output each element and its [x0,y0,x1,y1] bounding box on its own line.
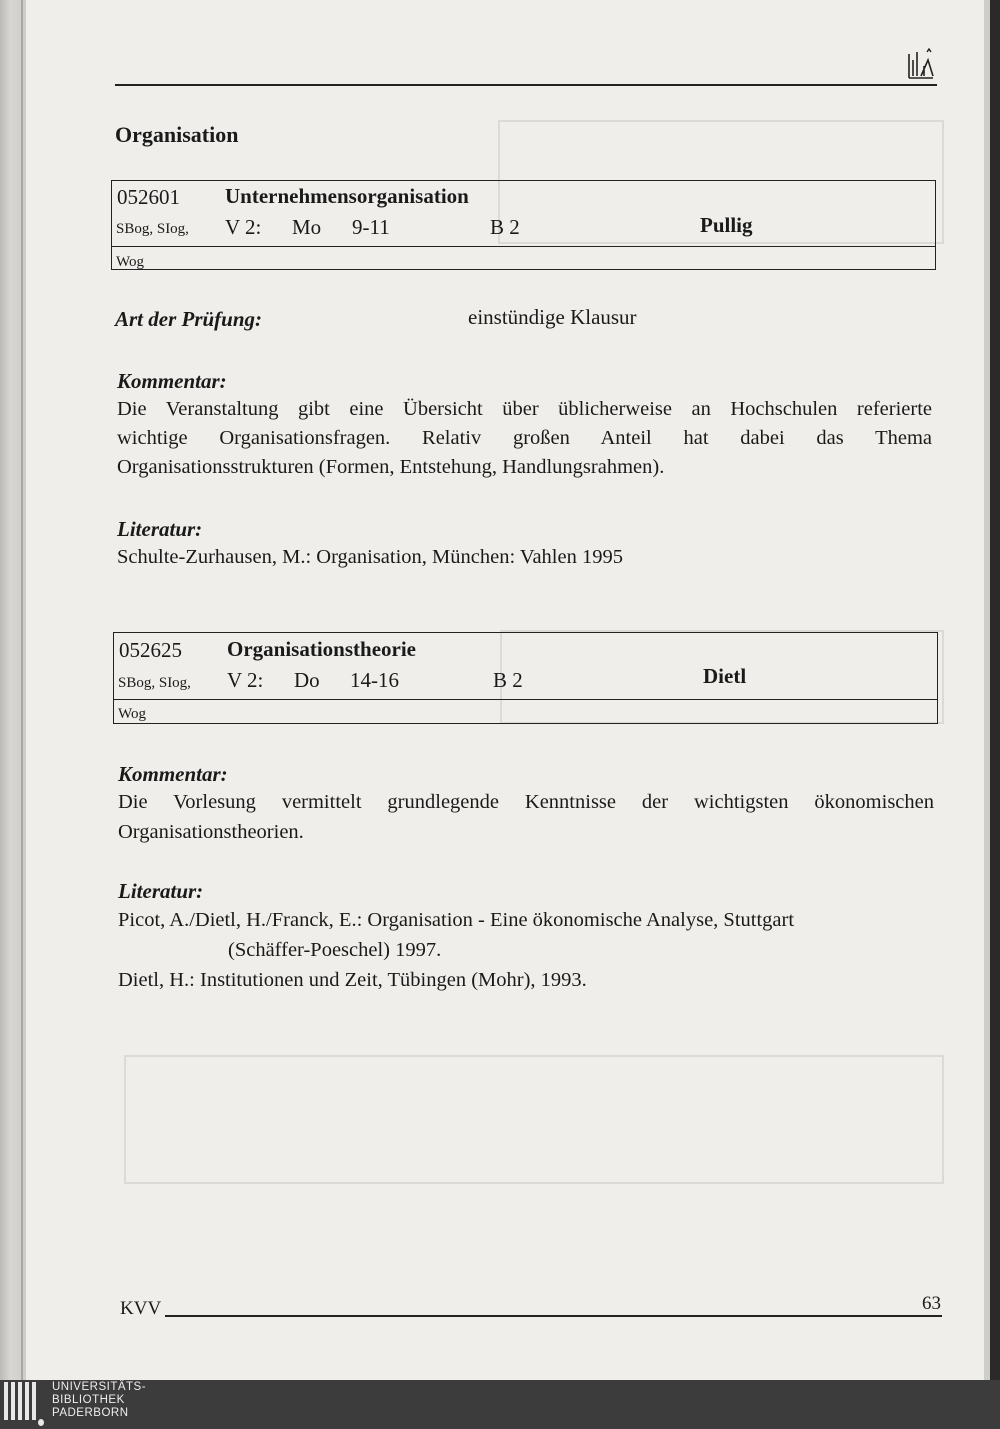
exam-label: Art der Prüfung: [115,307,263,331]
comment-line: Organisationstheorien. [118,821,304,843]
book-spine-edge [0,0,26,1380]
literature-label: Literatur: [117,517,203,541]
comment-line: Die Veranstaltung gibt eine Übersicht über üblicherweise an Hochschulen referierte [117,398,932,420]
comment-line: wichtige Organisationsfragen. Relativ großen Anteil hat dabei das Thema [117,427,932,449]
course-room: B 2 [493,668,523,692]
literature-entry: Dietl, H.: Institutionen und Zeit, Tübingen (Mohr), 1993. [118,969,587,991]
bleed-through-box [124,1055,944,1184]
logo-line: PADERBORN [52,1407,129,1419]
page-number: 63 [922,1293,941,1314]
course-programs-cont: Wog [118,706,146,722]
literature-entry: Picot, A./Dietl, H./Franck, E.: Organisation - Eine ökonomische Analyse, Stuttgart [118,909,795,931]
course-time: 14-16 [350,668,399,692]
box-divider [112,246,935,247]
course-type: V 2: [227,668,264,692]
course-programs: SBog, SIog, [118,675,191,691]
logo-line: UNIVERSITÄTS- [52,1381,147,1393]
course-title: Organisationstheorie [227,637,416,661]
course-number: 052625 [119,638,182,662]
course-time: 9-11 [352,215,390,239]
logo-line: BIBLIOTHEK [52,1394,125,1406]
library-logo-icon [4,1382,44,1426]
course-room: B 2 [490,215,520,239]
comment-line: Die Vorlesung vermittelt grundlegende Kenntnisse der wichtigsten ökonomischen [118,791,934,813]
comment-label: Kommentar: [118,762,228,786]
comment-line: Organisationsstrukturen (Formen, Entstehung, Handlungsrahmen). [117,456,665,478]
comment-label: Kommentar: [117,369,227,393]
literature-entry-cont: (Schäffer-Poeschel) 1997. [228,939,442,961]
footer-label: KVV [120,1298,162,1319]
document-corner-icon [906,48,936,80]
course-day: Do [294,668,320,692]
section-title: Organisation [115,122,239,147]
footer-rule [165,1315,942,1317]
course-lecturer: Dietl [703,664,747,688]
course-programs-cont: Wog [116,254,144,270]
scan-border [990,0,1000,1380]
course-lecturer: Pullig [700,213,753,237]
course-title: Unternehmensorganisation [225,184,469,208]
course-type: V 2: [225,215,262,239]
library-logo-text [52,1381,146,1420]
header-rule [115,84,937,86]
library-footer-bar [0,1380,1000,1429]
course-number: 052601 [117,185,180,209]
exam-value: einstündige Klausur [468,305,637,329]
literature-entry: Schulte-Zurhausen, M.: Organisation, München: Vahlen 1995 [117,546,623,568]
box-divider [114,699,937,700]
course-day: Mo [292,215,322,239]
course-programs: SBog, SIog, [116,221,189,237]
literature-label: Literatur: [118,879,204,903]
